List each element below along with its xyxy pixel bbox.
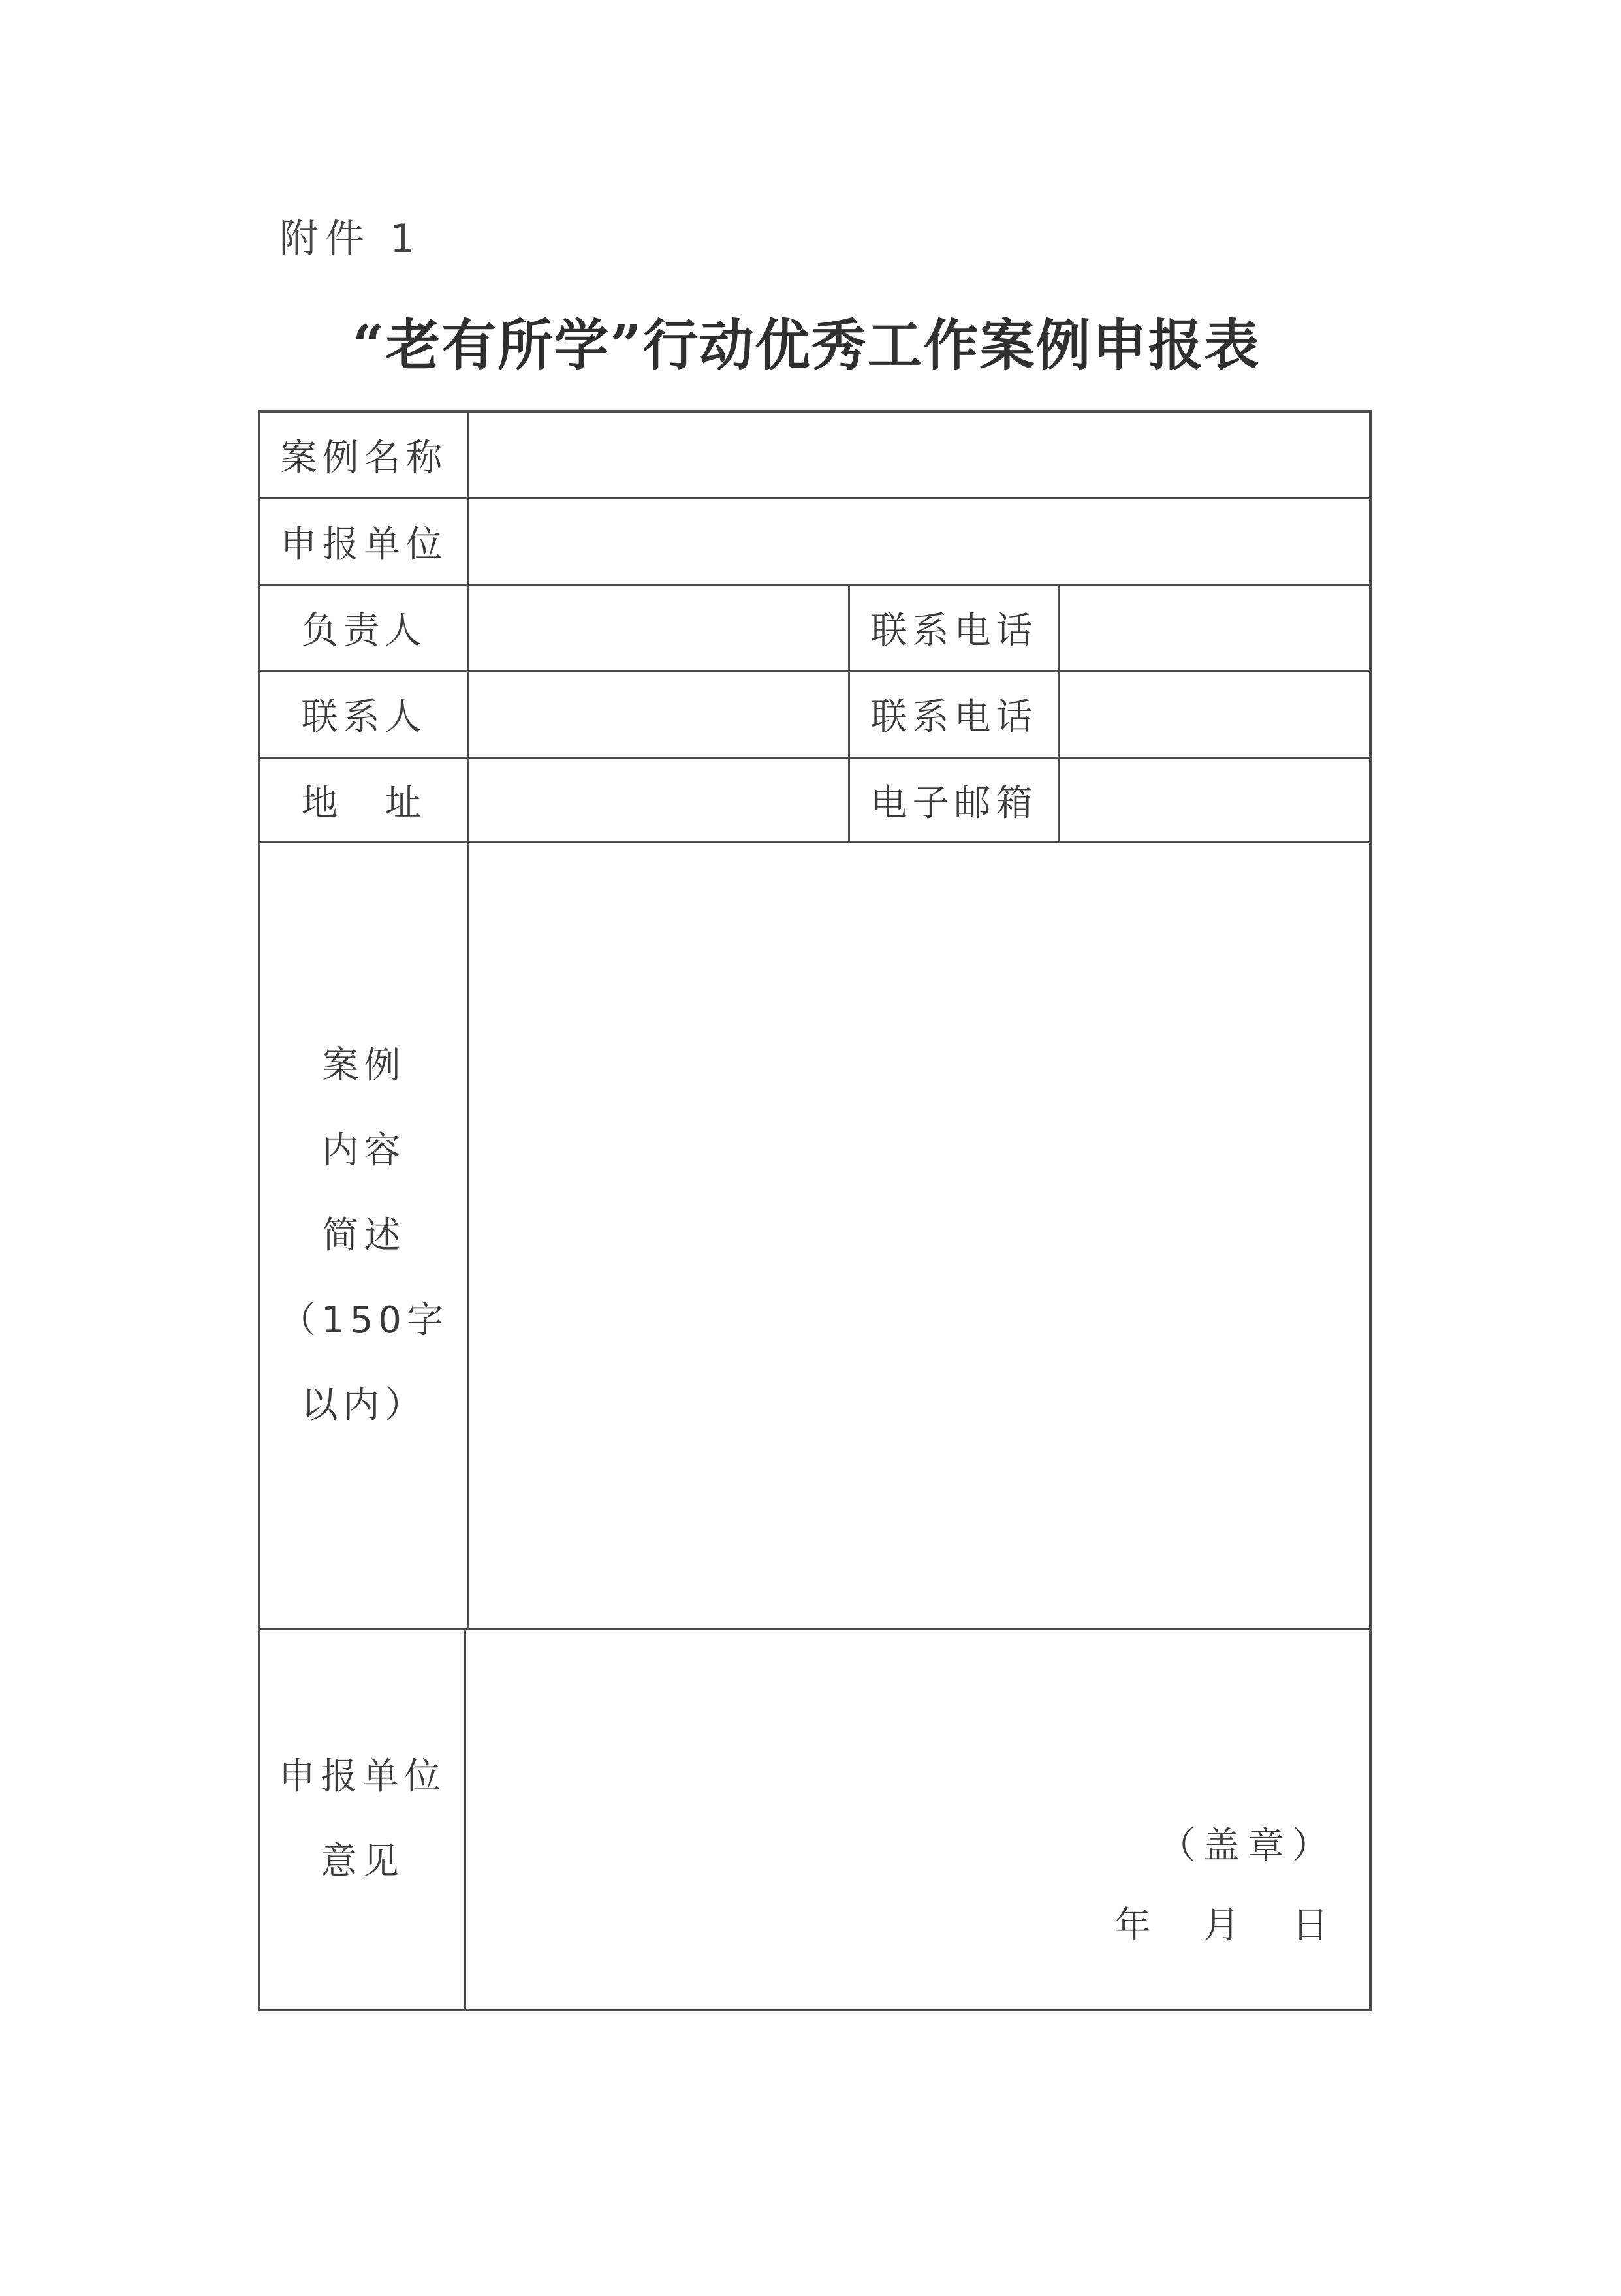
row-unit [260, 499, 1369, 586]
summary-label-line: 内容 [322, 1129, 406, 1172]
email-field[interactable] [1060, 759, 1369, 841]
contact-phone-field[interactable] [1060, 672, 1369, 757]
leader-phone-label: 联系电话 [848, 586, 1060, 670]
page-title: “老有所学”行动优秀工作案例申报表 [353, 313, 1261, 377]
contact-label: 联系人 [260, 672, 469, 757]
contact-field[interactable] [469, 672, 848, 757]
unit-label: 申报单位 [260, 499, 469, 584]
application-form [258, 410, 1372, 2011]
row-opinion [260, 1630, 1369, 2009]
row-leader [260, 586, 1369, 672]
opinion-label [260, 1630, 466, 2009]
row-address [260, 759, 1369, 843]
leader-field[interactable] [469, 586, 848, 670]
address-field[interactable] [469, 759, 848, 841]
unit-field[interactable] [469, 499, 1369, 584]
summary-label-line: 案例 [322, 1045, 406, 1087]
case-name-field[interactable] [469, 413, 1369, 497]
case-name-label: 案例名称 [260, 413, 469, 497]
summary-field[interactable] [469, 843, 1369, 1628]
summary-label-line: 简述 [322, 1214, 406, 1257]
opinion-field[interactable] [466, 1630, 1369, 2009]
email-label: 电子邮箱 [848, 759, 1060, 841]
summary-label-line: 以内） [301, 1384, 427, 1426]
stamp-label: （盖章） [1159, 1825, 1336, 1867]
summary-label [260, 843, 469, 1628]
row-case-name [260, 413, 1369, 499]
row-summary [260, 843, 1369, 1630]
contact-phone-label: 联系电话 [848, 672, 1060, 757]
opinion-label-line: 意见 [321, 1840, 404, 1883]
leader-phone-field[interactable] [1060, 586, 1369, 670]
address-label: 地 址 [260, 759, 469, 841]
row-contact [260, 672, 1369, 759]
attachment-label: 附件 1 [279, 216, 422, 262]
date-label: 年 月 日 [1114, 1904, 1336, 1947]
leader-label: 负责人 [260, 586, 469, 670]
opinion-label-line: 申报单位 [279, 1755, 446, 1798]
summary-label-line: （150字 [279, 1299, 449, 1342]
